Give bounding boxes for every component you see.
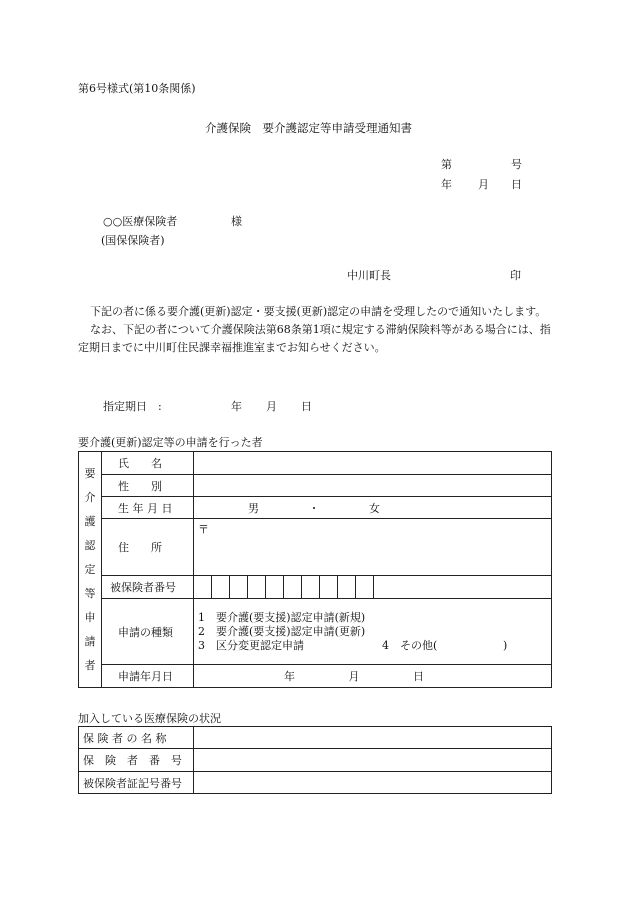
insurer-name-label: 保 険 者 の 名 称 [79,727,194,749]
table-row [79,497,552,519]
addressee-sub: (国保保険者) [101,234,165,247]
applicant-table [78,451,552,688]
insurer-name-field[interactable] [194,727,552,749]
apply-date-year: 年 [284,670,295,683]
application-kind-options [194,599,552,665]
apply-date-month: 月 [348,670,360,683]
birth-label: 生 年 月 日 [102,497,194,519]
table-row [79,519,552,576]
name-label: 氏 名 [102,452,194,475]
sex-female[interactable]: 女 [369,501,380,515]
table-row [79,665,552,688]
date-month: 月 [478,178,489,191]
issuer: 中川町長 [347,269,391,282]
certificate-number-label: 被保険者証記号番号 [79,772,194,794]
date-day: 日 [511,178,522,191]
number-label-go: 号 [511,158,522,171]
addressee: ○○医療保険者 [103,215,178,228]
birth-field[interactable] [194,497,552,519]
address-label: 住 所 [102,519,194,576]
applicant-side-label: 要 介 護 認 定 等 申 請 者 [79,452,102,688]
deadline-year: 年 [231,400,242,413]
body-text [78,303,554,357]
insurer-number-field[interactable] [194,749,552,772]
insured-number-boxes [194,576,551,598]
apply-date-day: 日 [413,670,424,683]
postal-mark: 〒 [198,523,209,536]
kind-option-2[interactable]: 2 要介護(要支援)認定申請(更新) [198,624,366,638]
apply-date-field[interactable] [194,665,552,688]
deadline-month: 月 [266,400,277,413]
table-row [79,475,552,497]
kind-option-4[interactable]: 4 その他( [382,638,438,652]
kind-option-row-3 [198,639,547,653]
insured-number-field[interactable] [194,576,552,599]
application-kind-label: 申請の種類 [102,599,194,665]
certificate-number-field[interactable] [194,772,552,794]
apply-date-label: 申請年月日 [102,665,194,688]
kind-option-3[interactable]: 3 区分変更認定申請 [198,638,304,652]
sex-label: 性 別 [102,475,194,497]
insurer-number-label: 保 険 者 番 号 [79,749,194,772]
insurance-table-caption: 加入している医療保険の状況 [78,712,221,725]
applicant-table-caption: 要介護(更新)認定等の申請を行った者 [78,436,263,449]
insurance-table [78,726,552,794]
name-field[interactable] [194,452,552,475]
table-row [79,749,552,772]
seal-mark: 印 [510,269,521,282]
table-row [79,452,552,475]
body-paragraph-2: なお、下記の者について介護保険法第68条第1項に規定する滞納保険料等がある場合には、指定期日までに中川町住民課幸福推進室までお知らせください。 [78,323,551,354]
sex-separator: ・ [308,501,320,515]
address-field[interactable] [194,519,552,576]
kind-option-4-close: ) [503,638,508,652]
table-row [79,727,552,749]
table-row [79,576,552,599]
sex-male[interactable]: 男 [248,501,259,515]
kind-option-1[interactable]: 1 要介護(要支援)認定申請(新規) [198,610,366,624]
insured-number-label: 被保険者番号 [102,576,194,599]
table-row [79,599,552,665]
addressee-honorific: 様 [231,215,242,228]
document-title: 介護保険 要介護認定等申請受理通知書 [205,121,412,135]
sex-field[interactable] [194,475,552,497]
body-paragraph-1: 下記の者に係る要介護(更新)認定・要支援(更新)認定の申請を受理したので通知いたします。 [90,305,547,318]
deadline-label: 指定期日 : [103,400,162,413]
deadline-day: 日 [301,400,312,413]
number-label-dai: 第 [441,158,452,171]
form-number: 第6号様式(第10条関係) [78,82,196,95]
date-year: 年 [441,178,452,191]
table-row [79,772,552,794]
